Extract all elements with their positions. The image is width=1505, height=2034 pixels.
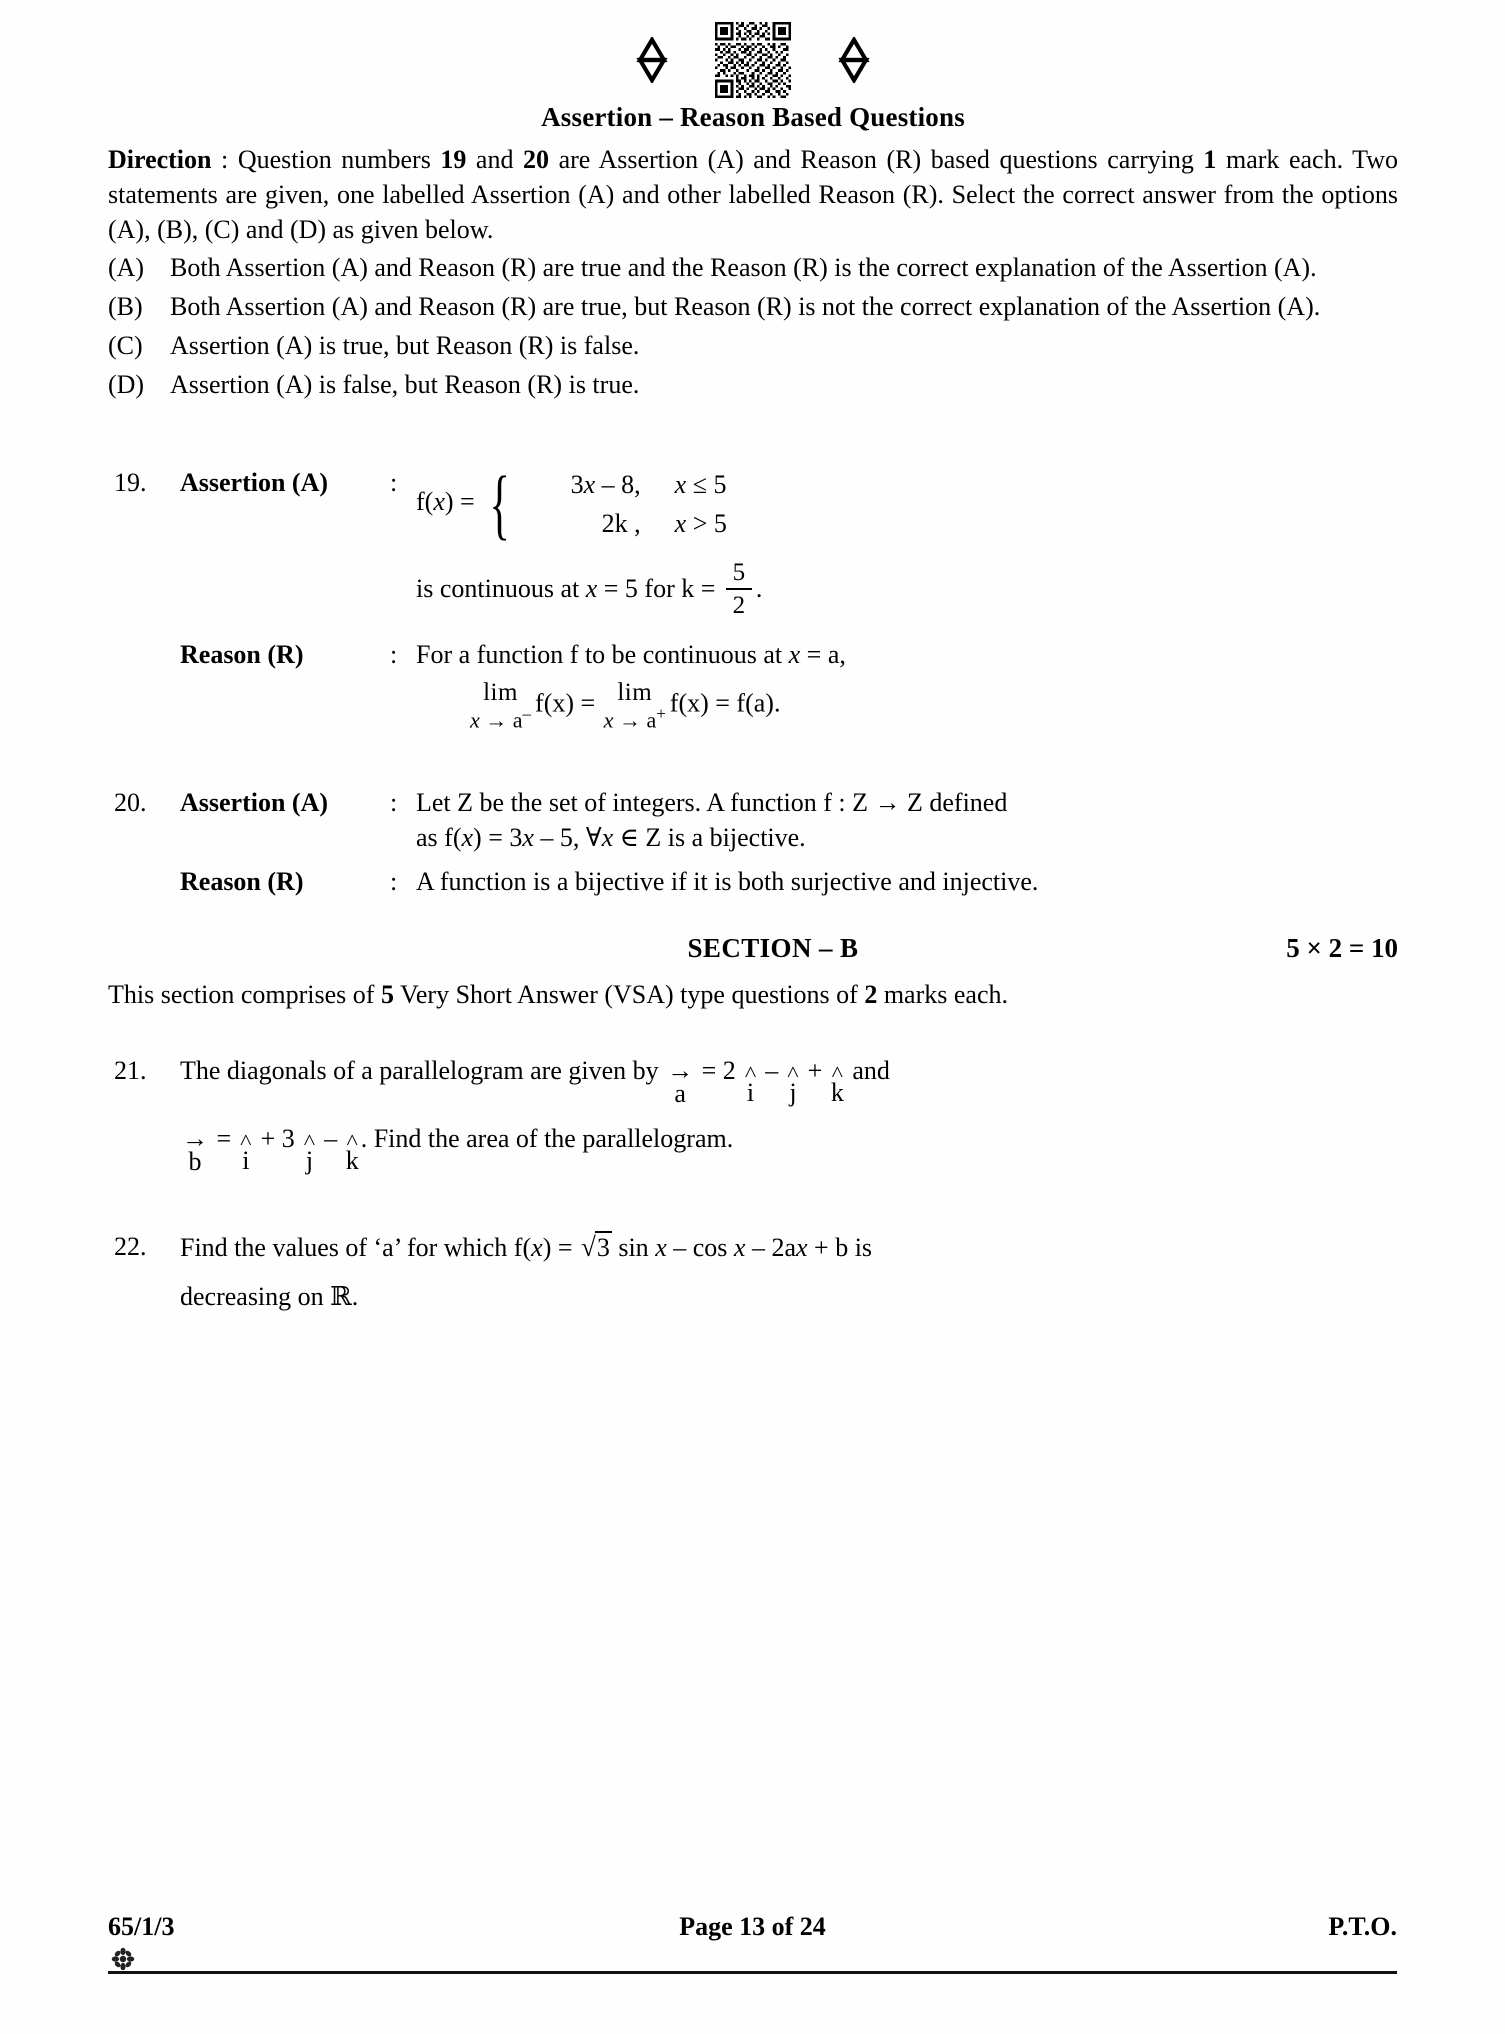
question-19-reason-label: Reason (R) — [180, 639, 304, 669]
section-b-header — [108, 933, 1398, 964]
unit-k-2: k — [345, 1145, 359, 1175]
q22-text-mid-4: – 2a — [745, 1232, 796, 1262]
question-19 — [108, 459, 1398, 733]
hat-accent-i-1: ˄ — [744, 1058, 757, 1084]
limit-left-subscript — [470, 705, 531, 732]
question-19-reason-row — [108, 637, 1398, 672]
q21-line1-post: and — [845, 1055, 890, 1085]
option-row-a — [108, 251, 1398, 286]
option-text-d: Assertion (A) is false, but Reason (R) is true. — [170, 369, 640, 399]
vector-b — [182, 1123, 208, 1176]
fraction-bar — [726, 588, 752, 590]
unit-vector-i-2 — [239, 1126, 253, 1175]
limit-left-arrow: → — [479, 707, 513, 733]
vector-a — [667, 1055, 694, 1108]
piecewise-expr-1-var: x — [583, 469, 596, 499]
limit-left-fx: f(x) = — [535, 688, 602, 718]
question-21-line-2 — [108, 1121, 1398, 1175]
hat-accent-i-2: ˄ — [239, 1126, 253, 1152]
option-text-b: Both Assertion (A) and Reason (R) are true, but Reason (R) is not the correct explanation of the Assertion (A). — [170, 292, 1321, 322]
continuity-period: . — [755, 573, 763, 603]
limit-right-arrow: → — [613, 707, 647, 733]
vector-b-base: b — [188, 1146, 202, 1176]
piecewise-expr-2 — [513, 504, 645, 543]
piecewise-expr-1-coef: 3 — [570, 469, 584, 499]
unit-i-2: i — [242, 1145, 250, 1175]
q22-text-pre: Find the values of ‘a’ for which f( — [180, 1232, 532, 1262]
q20-line2-var1: x — [461, 823, 474, 853]
question-20-assertion-label: Assertion (A) — [180, 787, 329, 817]
continuity-text-1: is continuous at — [416, 573, 586, 603]
piecewise-brace: { — [489, 459, 511, 547]
q22-var-1: x — [531, 1232, 543, 1262]
question-19-number: 19. — [114, 467, 147, 497]
header-marks — [108, 0, 1398, 96]
question-20-reason-gutter — [108, 864, 180, 899]
limit-operator-left — [470, 681, 531, 732]
q22-text-mid-3: – cos — [666, 1232, 734, 1262]
q20-line2-pre: as f( — [416, 823, 462, 853]
fraction-five-halves — [726, 559, 752, 619]
vector-b-arrow-accent: → — [182, 1123, 208, 1153]
direction-colon: : — [211, 145, 238, 174]
page-footer — [108, 1912, 1397, 1942]
section-b-question-count: 5 — [380, 979, 394, 1009]
reason-text-1: For a function f to be continuous at — [416, 639, 789, 669]
q22-text-mid-5: + b is — [807, 1232, 873, 1262]
question-19-assertion-body — [416, 459, 1398, 547]
q22-text-mid-1: ) = — [542, 1232, 580, 1262]
question-22-line-2 — [108, 1279, 1398, 1314]
star-of-david-icon-right — [831, 37, 877, 83]
question-19-reason-gutter — [108, 637, 180, 672]
unit-vector-j-2 — [303, 1126, 316, 1175]
question-21 — [108, 1053, 1398, 1175]
q20-line2-var3: x — [601, 823, 614, 853]
continuity-variable: x — [585, 573, 598, 603]
limit-left-lim: lim — [483, 679, 518, 707]
q22-var-4: x — [796, 1232, 808, 1262]
limit-left-var: x — [470, 707, 480, 733]
limit-right-point: a — [646, 707, 657, 733]
option-row-d — [108, 368, 1398, 403]
question-19-reason-colon: : — [390, 639, 398, 669]
question-20-number: 20. — [114, 787, 147, 817]
question-19-assertion-colon: : — [390, 467, 398, 497]
section-b-marks: 5 × 2 = 10 — [1286, 932, 1398, 963]
unit-vector-i-1 — [744, 1058, 757, 1107]
fx-prefix: f( — [416, 486, 434, 516]
direction-question-19: 19 — [440, 145, 467, 174]
q22-text-mid-2: sin — [611, 1232, 656, 1262]
piecewise-cond-2 — [645, 504, 753, 543]
unit-i-1: i — [746, 1077, 755, 1107]
question-20-assertion-line-1: Let Z be the set of integers. A function f : Z → Z defined — [416, 787, 1008, 817]
question-22-text-line-1 — [180, 1229, 1398, 1266]
vector-a-base: a — [674, 1078, 686, 1108]
option-tag-d: (D) — [108, 369, 145, 399]
section-b-intro-pre: This section comprises of — [108, 979, 381, 1009]
q21-minus-1: – — [758, 1055, 785, 1085]
q21-line2-post: . Find the area of the parallelogram. — [360, 1123, 734, 1153]
direction-text-4: mark each. Two statements are given, one labelled Assertion (A) and other labelled Reason (R). Select the correct answer from the options (A), (B), (C) and (D) as given below. — [108, 145, 1398, 244]
fraction-numerator: 5 — [732, 558, 746, 586]
option-text-a: Both Assertion (A) and Reason (R) are true and the Reason (R) is the correct explanation of the Assertion (A). — [170, 253, 1317, 283]
q22-var-3: x — [733, 1232, 746, 1262]
option-tag-a: (A) — [108, 253, 145, 283]
question-19-continuity-gutter — [108, 561, 180, 621]
fx-suffix: ) = — [444, 486, 482, 516]
q22-var-2: x — [655, 1232, 667, 1262]
piecewise-cond-2-var: x — [674, 508, 687, 538]
limit-left-point: a — [512, 707, 523, 733]
hat-accent-j-2: ˄ — [303, 1126, 316, 1152]
q20-line2-end: ∈ Z is a bijective. — [613, 823, 806, 853]
piecewise-expr-2-rest: 2k , — [601, 508, 641, 538]
section-b-title: SECTION – B — [687, 932, 859, 963]
unit-vector-k-1 — [830, 1058, 844, 1107]
hat-accent-j-1: ˄ — [786, 1058, 800, 1084]
q20-line2-mid: ) = 3 — [473, 823, 523, 853]
vector-a-arrow-accent: → — [667, 1055, 694, 1085]
option-row-c — [108, 329, 1398, 364]
page-content — [108, 0, 1398, 1315]
q21-line1-pre: The diagonals of a parallelogram are given by — [180, 1055, 666, 1085]
direction-mark-value: 1 — [1203, 145, 1217, 174]
unit-j-1: j — [789, 1077, 797, 1107]
question-19-continuity-label-spacer — [180, 561, 390, 621]
real-numbers-symbol: ℝ — [330, 1282, 352, 1312]
continuity-text-2: = 5 for k = — [597, 573, 722, 603]
option-text-c: Assertion (A) is true, but Reason (R) is false. — [170, 331, 640, 361]
section-b-intro — [108, 978, 1398, 1013]
question-20-label-spacer-2 — [180, 820, 390, 855]
option-row-b — [108, 290, 1398, 325]
question-20-reason-label: Reason (R) — [180, 866, 304, 896]
reason-text-2: = a, — [800, 639, 846, 669]
page-number-label: Page 13 of 24 — [679, 1912, 826, 1941]
limit-right-lim: lim — [617, 679, 653, 707]
unit-k-1: k — [830, 1077, 844, 1107]
radical-sign: √ — [581, 1231, 596, 1262]
piecewise-cond-2-rel: > 5 — [686, 508, 727, 538]
page-title: Assertion – Reason Based Questions — [541, 102, 965, 132]
question-21-gutter-2 — [108, 1121, 180, 1175]
question-20-reason-row — [108, 864, 1398, 899]
question-19-continuity-body — [416, 558, 1398, 621]
limit-right-subscript — [604, 705, 666, 732]
question-20-colon-spacer-2 — [390, 820, 416, 855]
q21-equals-1: = 2 — [695, 1055, 743, 1085]
pto-label: P.T.O. — [1328, 1912, 1397, 1941]
question-21-number: 21. — [114, 1055, 147, 1085]
option-tag-c: (C) — [108, 331, 143, 361]
option-tag-b: (B) — [108, 292, 143, 322]
q20-line2-post: – 5, ∀ — [533, 823, 602, 853]
direction-question-20: 20 — [523, 145, 550, 174]
limit-operator-right — [604, 681, 666, 732]
unit-j-2: j — [305, 1145, 314, 1175]
q22-line2-end: . — [351, 1282, 359, 1312]
piecewise-rows — [513, 465, 753, 543]
direction-label: Direction — [108, 145, 212, 174]
piecewise-expr-1 — [513, 465, 645, 504]
question-19-limit-colon-spacer — [390, 680, 416, 731]
hat-accent-k-1: ˄ — [831, 1058, 844, 1084]
radicand-value: 3 — [596, 1232, 610, 1262]
question-19-assertion-label: Assertion (A) — [180, 467, 329, 497]
section-b-intro-post: marks each. — [877, 979, 1008, 1009]
piecewise-function — [481, 459, 752, 547]
piecewise-row-2 — [513, 504, 753, 543]
question-20-reason-colon: : — [390, 866, 398, 896]
question-19-assertion-row — [108, 459, 1398, 547]
square-root-of-three — [579, 1229, 612, 1266]
q21-equals-2: = — [210, 1123, 238, 1153]
question-19-limit-body — [416, 680, 1398, 731]
question-20-assertion-row-2 — [108, 820, 1398, 855]
piecewise-cond-1-var: x — [674, 469, 687, 499]
piecewise-cond-1-rel: ≤ 5 — [686, 469, 727, 499]
hat-accent-k-2: ˄ — [345, 1126, 359, 1152]
piecewise-cond-1 — [645, 465, 753, 504]
fx-variable: x — [433, 486, 445, 516]
paper-code: 65/1/3 — [108, 1912, 175, 1941]
question-19-limit-label-spacer — [180, 680, 390, 731]
question-22-line-1 — [108, 1229, 1398, 1266]
star-of-david-icon-left — [629, 37, 675, 83]
question-21-line-1 — [108, 1053, 1398, 1107]
section-b-intro-mid: Very Short Answer (VSA) type questions of — [393, 979, 865, 1009]
question-19-continuity-row — [108, 558, 1398, 621]
qr-code-icon — [715, 22, 791, 98]
question-22 — [108, 1229, 1398, 1315]
question-22-gutter-2 — [108, 1279, 180, 1314]
question-20-gutter-2 — [108, 820, 180, 855]
question-21-text-line-2 — [180, 1121, 1398, 1175]
question-19-continuity-colon-spacer — [390, 561, 416, 621]
piecewise-row-1 — [513, 465, 753, 504]
reason-variable: x — [788, 639, 801, 669]
flower-mark-icon — [110, 1946, 136, 1972]
question-22-text-line-2 — [180, 1279, 1398, 1314]
question-20-reason-text: A function is a bijective if it is both surjective and injective. — [416, 866, 1039, 896]
q22-line2-text: decreasing on — [180, 1282, 331, 1312]
q20-line2-var2: x — [522, 823, 534, 853]
question-20-assertion-line-2 — [416, 820, 1398, 855]
q21-plus-2: + 3 — [254, 1123, 302, 1153]
question-22-number: 22. — [114, 1231, 147, 1261]
section-b-marks-each: 2 — [864, 979, 878, 1009]
question-19-limit-gutter — [108, 680, 180, 731]
direction-paragraph — [108, 143, 1398, 247]
footer-divider — [108, 1971, 1397, 1974]
piecewise-expr-1-rest: – 8, — [595, 469, 641, 499]
limit-right-var: x — [603, 707, 614, 733]
question-20-assertion-row — [108, 785, 1398, 820]
question-19-reason-body — [416, 637, 1398, 672]
limit-left-sign: – — [522, 704, 532, 724]
unit-vector-k-2 — [345, 1126, 359, 1175]
question-20 — [108, 785, 1398, 899]
limit-right-fx: f(x) = f(a). — [669, 688, 781, 718]
question-19-limit-row — [108, 680, 1398, 731]
direction-text-2: and — [466, 145, 524, 174]
question-20-assertion-colon: : — [390, 787, 398, 817]
limit-right-sign: + — [656, 704, 666, 724]
unit-vector-j-1 — [786, 1058, 800, 1107]
direction-text-3: are Assertion (A) and Reason (R) based questions carrying — [549, 145, 1204, 174]
q21-minus-2: – — [317, 1123, 344, 1153]
question-21-text-line-1 — [180, 1053, 1398, 1107]
direction-text-1: Question numbers — [237, 145, 441, 174]
fraction-denominator: 2 — [732, 591, 746, 619]
q21-plus-1: + — [801, 1055, 829, 1085]
